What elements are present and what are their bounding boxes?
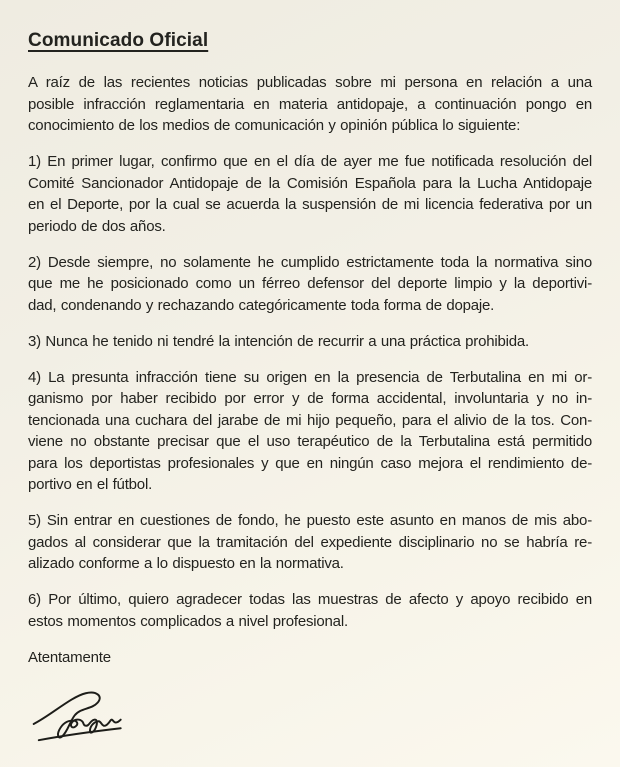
paragraph <box>28 151 592 237</box>
paragraph-line: tencionada una cuchara del jarabe de mi hijo pequeño, para el alivio de la tos. Con- <box>28 411 592 429</box>
paragraph-line: 1) En primer lugar, confirmo que en el día de ayer me fue notificada resolución del <box>28 153 592 170</box>
signature-block <box>28 683 592 747</box>
document-body <box>28 72 592 632</box>
paragraph-line: 4) La presunta infracción tiene su origen en la presencia de Terbutalina en mi or- <box>28 368 592 386</box>
paragraph <box>28 589 592 632</box>
paragraph <box>28 510 592 575</box>
paragraph <box>28 331 592 353</box>
paragraph-line: periodo de dos años. <box>28 217 166 235</box>
paragraph-line: Comité Sancionador Antidopaje de la Comisión Española para la Lucha Antidopaje <box>28 174 592 192</box>
signature-handwriting-icon <box>28 683 140 747</box>
paragraph <box>28 252 592 317</box>
paragraph-line: 3) Nunca he tenido ni tendré la intención de recurrir a una práctica prohibida. <box>28 332 530 350</box>
paragraph-line: portivo en el fútbol. <box>28 476 153 493</box>
paragraph <box>28 367 592 496</box>
paragraph-line: A raíz de las recientes noticias publicadas sobre mi persona en relación a una <box>28 74 592 91</box>
paragraph-line: gados al considerar que la tramitación del expediente disciplinario no se habría re- <box>28 533 592 551</box>
paragraph-line: dad, condenando y rechazando categóricamente toda forma de dopaje. <box>28 296 495 314</box>
paragraph-line: posible infracción reglamentaria en materia antidopaje, a continuación pongo en <box>28 95 592 113</box>
paragraph-line: viene no obstante precisar que el uso terapéutico de la Terbutalina está permitido <box>28 433 592 450</box>
paragraph-line: 6) Por último, quiero agradecer todas las muestras de afecto y apoyo recibido en <box>28 591 592 608</box>
paragraph-line: estos momentos complicados a nivel profesional. <box>28 612 348 630</box>
paragraph-line: que me he posicionado como un férreo defensor del deporte limpio y la deportivi- <box>28 275 592 292</box>
paragraph-line: conocimiento de los medios de comunicación y opinión pública lo siguiente: <box>28 117 521 134</box>
paragraph-line: para los deportistas profesionales y que en ningún caso mejora el rendimiento de- <box>28 454 592 472</box>
paragraph-line: en el Deporte, por la cual se acuerda la suspensión de mi licencia federativa por un <box>28 196 592 213</box>
paragraph-line: ganismo por haber recibido por error y de forma accidental, involuntaria y no in- <box>28 390 592 407</box>
document-title: Comunicado Oficial <box>28 30 209 51</box>
paragraph-line: alizado conforme a lo dispuesto en la normativa. <box>28 555 344 572</box>
closing-salutation: Atentamente <box>28 648 111 666</box>
paragraph <box>28 72 592 137</box>
paragraph-line: 2) Desde siempre, no solamente he cumplido estrictamente toda la normativa sino <box>28 253 592 271</box>
paragraph-line: 5) Sin entrar en cuestiones de fondo, he puesto este asunto en manos de mis abo- <box>28 512 592 529</box>
